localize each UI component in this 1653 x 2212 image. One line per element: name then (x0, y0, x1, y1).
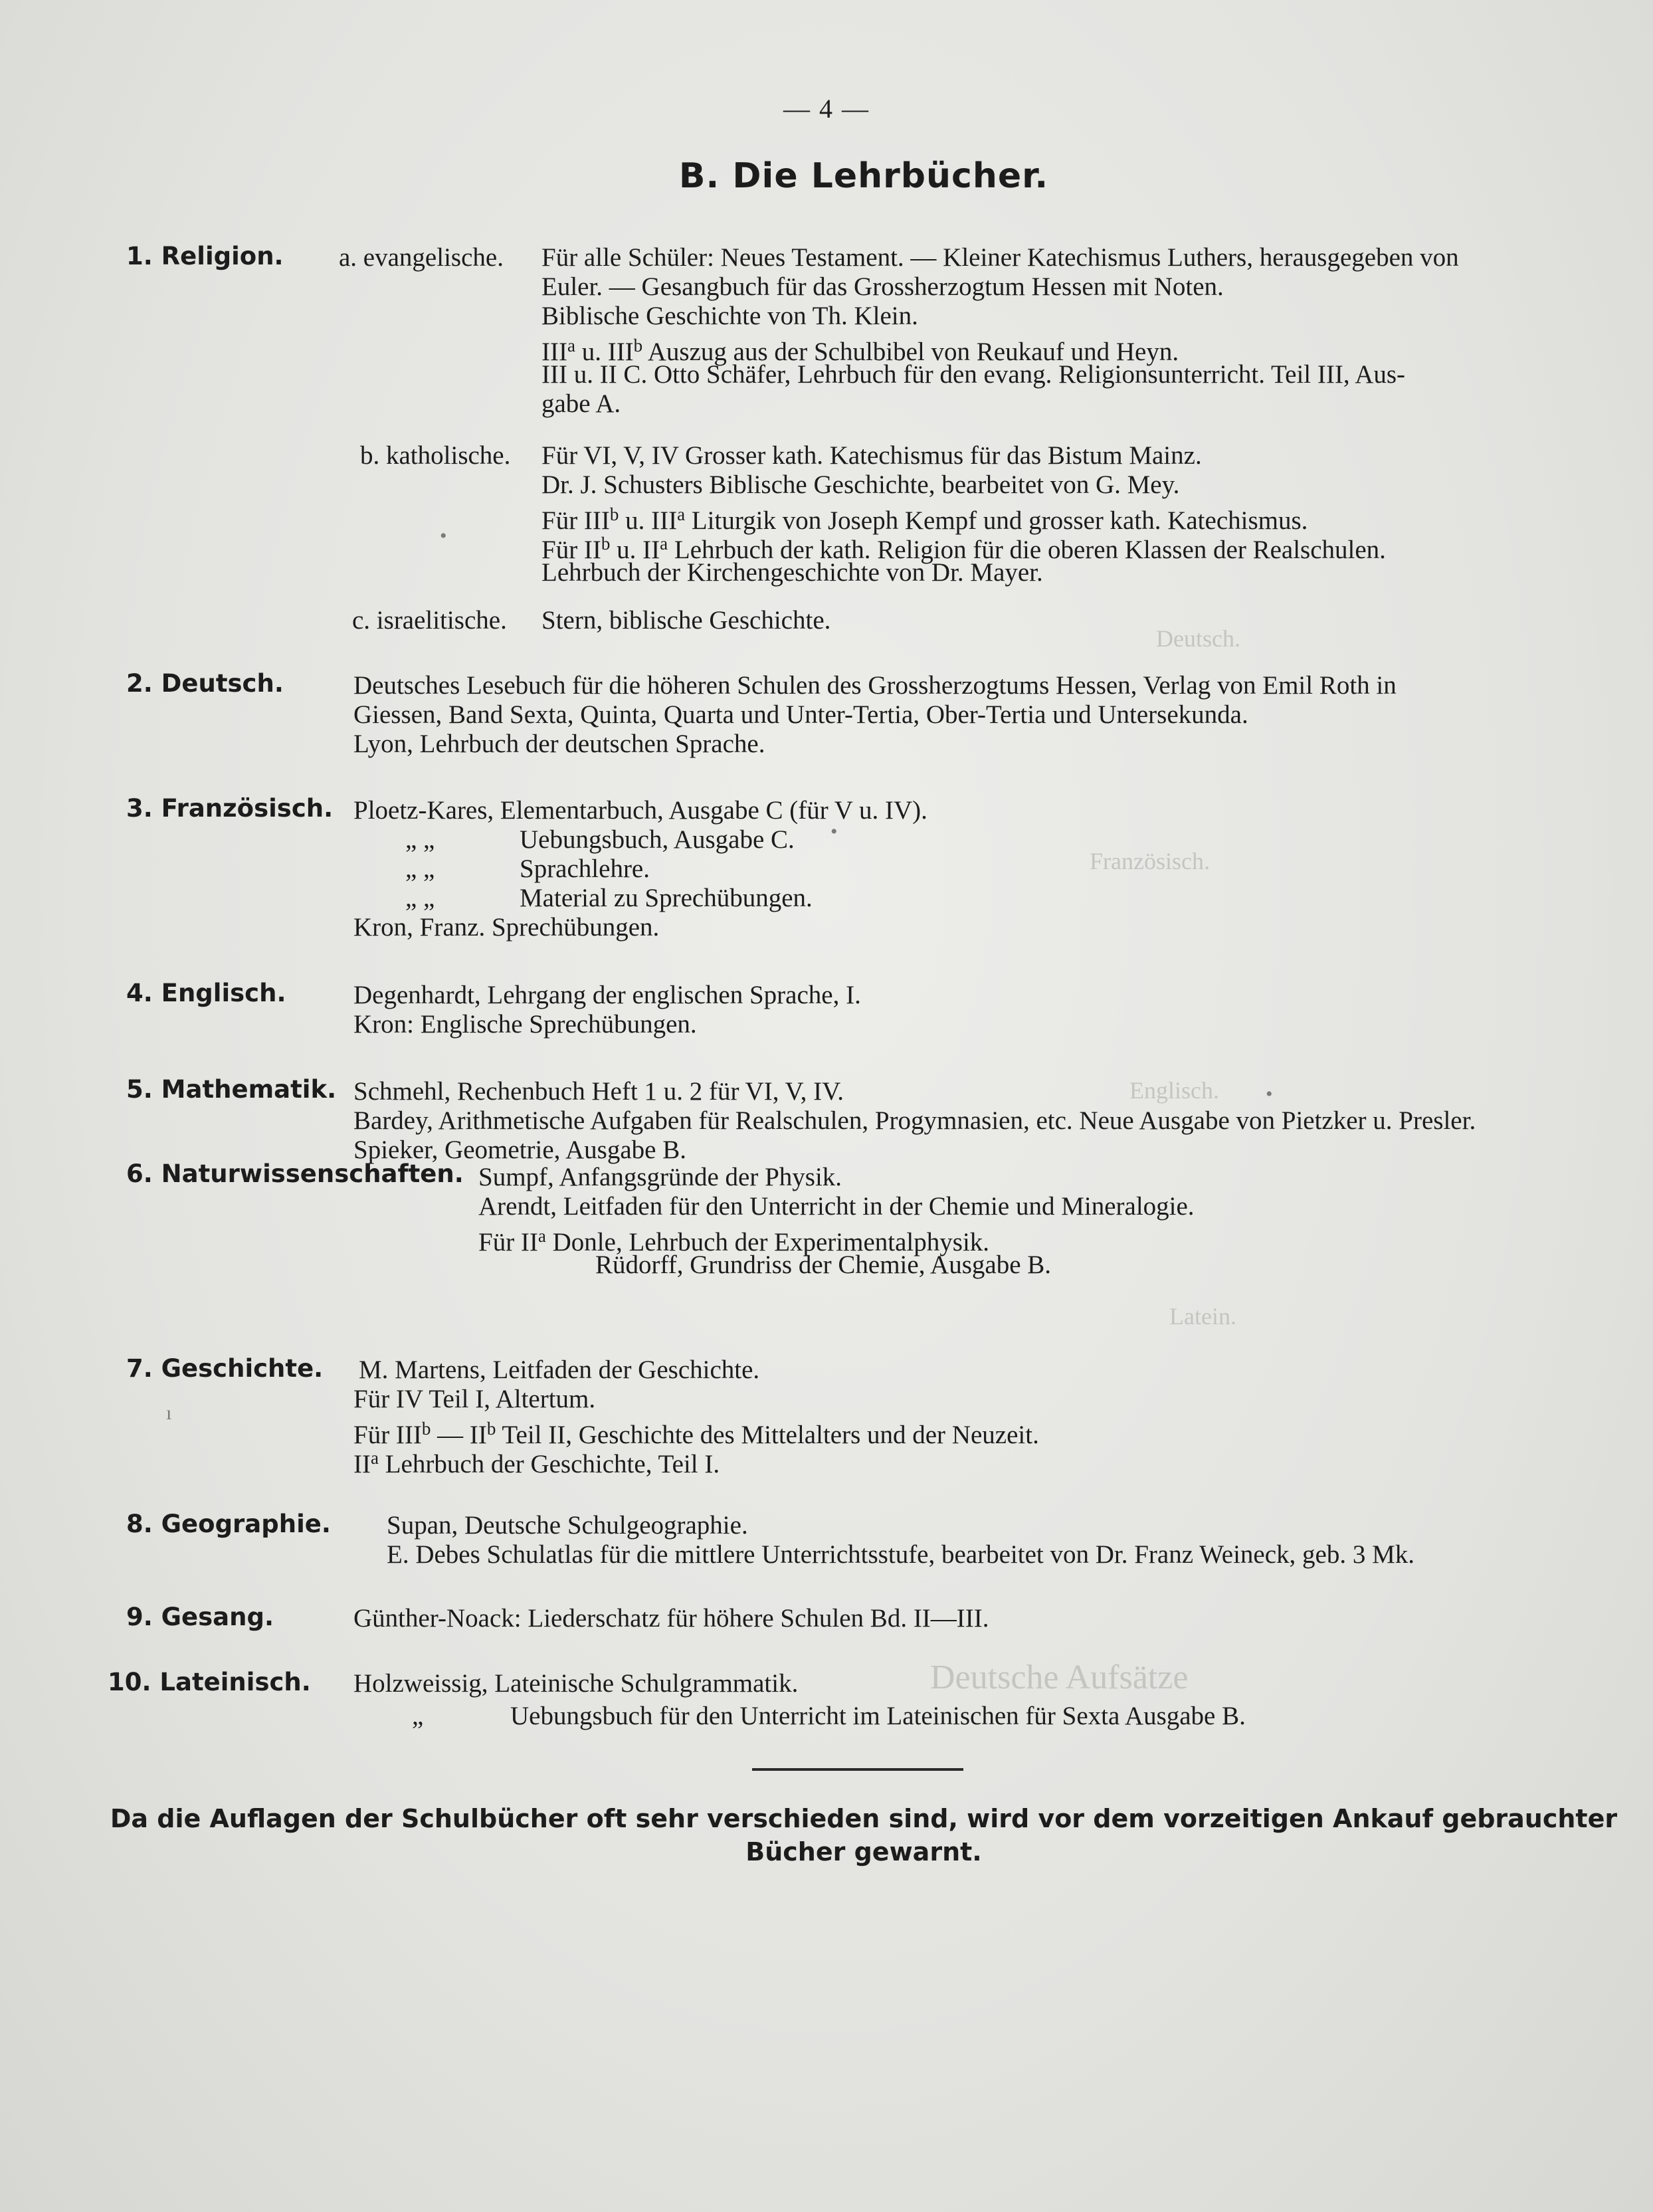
text-line: III u. II C. Otto Schäfer, Lehrbuch für den evang. Religionsunterricht. Teil III, Aus- (541, 360, 1406, 389)
text-line: Dr. J. Schusters Biblische Geschichte, bearbeitet von G. Mey. (541, 470, 1180, 499)
subject-heading-naturwissenschaften: 6. Naturwissenschaften. (126, 1159, 464, 1188)
text-line: Schmehl, Rechenbuch Heft 1 u. 2 für VI, V, IV. (353, 1077, 844, 1106)
text-line: Sumpf, Anfangsgründe der Physik. (478, 1163, 842, 1191)
text-line: M. Martens, Leitfaden der Geschichte. (359, 1356, 760, 1384)
religion-c-label: c. israelitische. (352, 606, 507, 635)
text-line: Degenhardt, Lehrgang der englischen Sprache, I. (353, 981, 861, 1009)
page-title: B. Die Lehrbücher. (678, 156, 1049, 196)
text-line: Kron: Englische Sprechübungen. (353, 1010, 697, 1039)
bleed-through-text: Englisch. (1129, 1077, 1219, 1104)
text-line: Supan, Deutsche Schulgeographie. (387, 1511, 748, 1540)
text-line: III$^a$ u. III$^b$ Auszug aus der Schulbibel von Reukauf und Heyn. (541, 336, 1179, 366)
text-line: E. Debes Schulatlas für die mittlere Unterrichtsstufe, bearbeitet von Dr. Franz Weineck, geb. 3 Mk. (387, 1540, 1415, 1569)
text-line: Uebungsbuch, Ausgabe C. (520, 825, 795, 854)
ditto-mark: „ (412, 1702, 424, 1730)
bleed-through-text: Latein. (1169, 1303, 1236, 1330)
text-line: Günther-Noack: Liederschatz für höhere Schulen Bd. II—III. (353, 1604, 989, 1633)
text-line: Sprachlehre. (520, 855, 650, 883)
text-line: Uebungsbuch für den Unterricht im Lateinischen für Sexta Ausgabe B. (510, 1702, 1246, 1730)
ditto-mark: „ „ (405, 825, 435, 854)
religion-b-label: b. katholische. (360, 441, 511, 470)
ditto-mark: „ „ (405, 855, 435, 883)
text-line: Ploetz-Kares, Elementarbuch, Ausgabe C (für V u. IV). (353, 796, 927, 825)
subject-heading-mathematik: 5. Mathematik. (126, 1075, 337, 1104)
text-line: Für III$^b$ u. III$^a$ Liturgik von Joseph Kempf und grosser kath. Katechismus. (541, 504, 1308, 535)
text-line: Für VI, V, IV Grosser kath. Katechismus für das Bistum Mainz. (541, 441, 1202, 470)
ditto-mark: „ „ (405, 884, 435, 912)
text-line: Kron, Franz. Sprechübungen. (353, 913, 660, 942)
text-line: Für $II^b$ u. $II^a$ Lehrbuch der kath. Religion für die oberen Klassen der Realschulen. (541, 534, 1386, 564)
subject-heading-geographie: 8. Geographie. (126, 1510, 331, 1538)
text-line: Für III$^b$ — $II^b$ Teil II, Geschichte des Mittelalters und der Neuzeit. (353, 1419, 1039, 1449)
text-line: $II^a$ Lehrbuch der Geschichte, Teil I. (353, 1448, 720, 1478)
text-line: Lehrbuch der Kirchengeschichte von Dr. Mayer. (541, 558, 1043, 587)
text-line: Für IV Teil I, Altertum. (353, 1385, 596, 1413)
subject-heading-religion: 1. Religion. (126, 242, 284, 270)
subject-heading-lateinisch: 10. Lateinisch. (108, 1668, 311, 1696)
text-line: Für alle Schüler: Neues Testament. — Kleiner Katechismus Luthers, herausgegeben von (541, 243, 1459, 272)
subject-heading-englisch: 4. Englisch. (126, 979, 286, 1007)
text-line: Für $II^a$ Donle, Lehrbuch der Experimentalphysik. (478, 1226, 990, 1257)
scan-mark: • (1266, 1083, 1273, 1105)
bleed-through-text: Deutsche Aufsätze (930, 1659, 1189, 1696)
text-line: gabe A. (541, 389, 621, 418)
scan-mark: • (830, 821, 838, 843)
text-line: Deutsches Lesebuch für die höheren Schulen des Grossherzogtums Hessen, Verlag von Emil Roth in (353, 671, 1397, 700)
page-number: — 4 — (783, 94, 870, 124)
subject-heading-geschichte: 7. Geschichte. (126, 1354, 324, 1383)
subject-heading-deutsch: 2. Deutsch. (126, 669, 284, 698)
scan-mark: • (440, 525, 447, 547)
text-line: Holzweissig, Lateinische Schulgrammatik. (353, 1669, 799, 1698)
text-line: Euler. — Gesangbuch für das Grossherzogtum Hessen mit Noten. (541, 272, 1224, 301)
text-line: Lyon, Lehrbuch der deutschen Sprache. (353, 730, 765, 758)
subject-heading-franzoesisch: 3. Französisch. (126, 794, 334, 823)
warning-note: Da die Auflagen der Schulbücher oft sehr verschieden sind, wird vor dem vorzeitigen Ankauf gebrauchter Bücher gewarnt. (110, 1804, 1618, 1866)
text-line: Material zu Sprechübungen. (520, 884, 813, 912)
text-line: Arendt, Leitfaden für den Unterricht in der Chemie und Mineralogie. (478, 1192, 1195, 1221)
text-line: Spieker, Geometrie, Ausgabe B. (353, 1136, 686, 1164)
religion-a-label: a. evangelische. (339, 243, 504, 272)
text-line: Rüdorff, Grundriss der Chemie, Ausgabe B. (595, 1251, 1052, 1279)
scan-mark: ı (166, 1402, 172, 1424)
text-line: Biblische Geschichte von Th. Klein. (541, 302, 918, 330)
subject-heading-gesang: 9. Gesang. (126, 1603, 274, 1631)
bleed-through-text: Französisch. (1090, 848, 1210, 874)
text-line: Bardey, Arithmetische Aufgaben für Realschulen, Progymnasien, etc. Neue Ausgabe von Pietzker u. Presler. (353, 1106, 1476, 1135)
bleed-through-text: Deutsch. (1156, 625, 1240, 652)
text-line: Stern, biblische Geschichte. (541, 606, 831, 635)
text-line: Giessen, Band Sexta, Quinta, Quarta und Unter-Tertia, Ober-Tertia und Untersekunda. (353, 700, 1248, 729)
separator-rule (752, 1768, 963, 1771)
